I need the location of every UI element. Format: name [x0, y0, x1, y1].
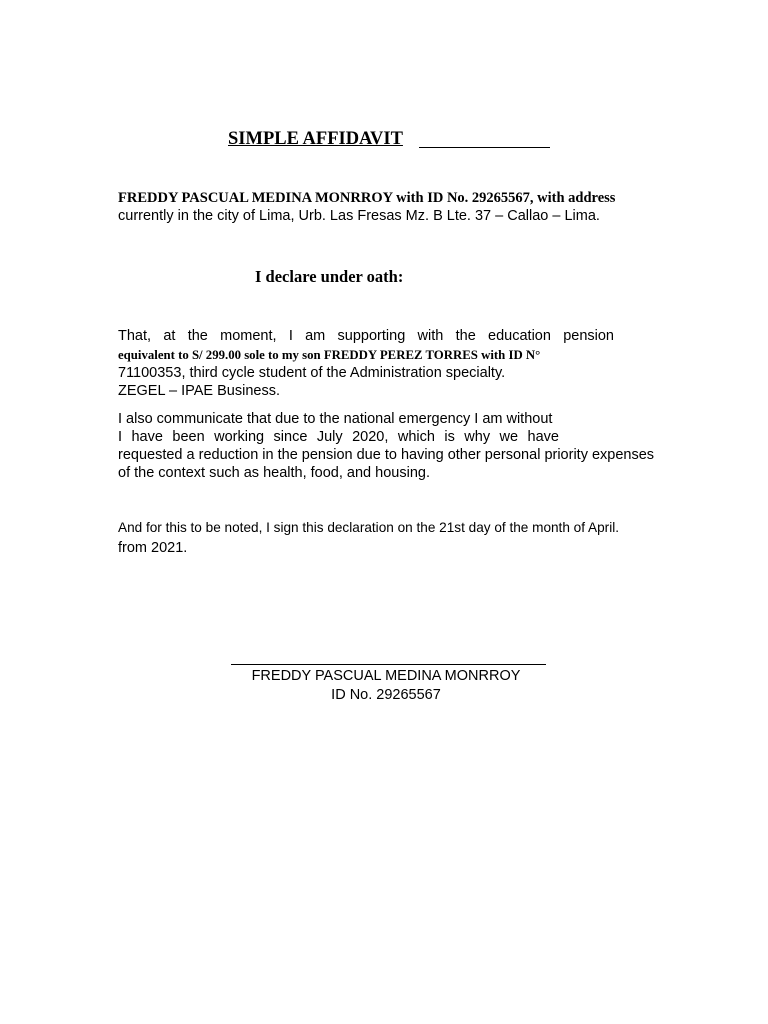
son-name: FREDDY PEREZ TORRES	[323, 348, 478, 362]
son-id-label: with ID N°	[477, 348, 541, 362]
paragraph-2-line-1: I also communicate that due to the national emergency I am without	[118, 411, 553, 427]
paragraph-1-line-1: That, at the moment, I am supporting with the education pension	[118, 328, 614, 344]
intro-line-2: currently in the city of Lima, Urb. Las Fresas Mz. B Lte. 37 – Callao – Lima.	[118, 208, 600, 224]
closing-line-1: And for this to be noted, I sign this declaration on the 21st day of the month of April.	[118, 520, 620, 535]
paragraph-2-line-4: of the context such as health, food, and housing.	[118, 465, 430, 481]
paragraph-1-line-3: 71100353, third cycle student of the Administration specialty.	[118, 365, 506, 381]
paragraph-1-line-2	[118, 346, 540, 364]
intro-line-1: FREDDY PASCUAL MEDINA MONRROY with ID No. 29265567, with address	[118, 190, 616, 206]
signature-line	[231, 664, 546, 665]
paragraph-2-line-2: I have been working since July 2020, which is why we have	[118, 429, 559, 445]
pension-amount-text: equivalent to S/ 299.00 sole to my son	[118, 348, 324, 362]
signatory-id: ID No. 29265567	[331, 687, 441, 703]
closing-line-2: from 2021.	[118, 540, 188, 556]
document-title: SIMPLE AFFIDAVIT	[228, 129, 403, 149]
paragraph-1-line-4: ZEGEL – IPAE Business.	[118, 383, 280, 399]
paragraph-2-line-3: requested a reduction in the pension due to having other personal priority expenses	[118, 447, 655, 463]
signatory-name: FREDDY PASCUAL MEDINA MONRROY	[251, 668, 521, 684]
title-underline-rule	[419, 147, 550, 148]
declaration-heading: I declare under oath:	[255, 267, 404, 286]
